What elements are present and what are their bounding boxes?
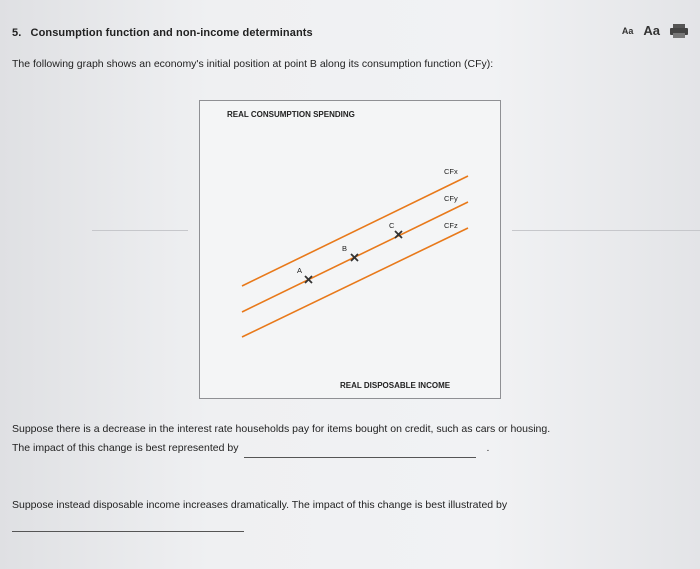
x-axis-label: REAL DISPOSABLE INCOME <box>340 381 451 390</box>
divider-right <box>512 230 700 231</box>
point-a-marker <box>305 276 312 283</box>
question-number: 5. <box>12 27 22 39</box>
line-cfx <box>242 176 468 286</box>
decrease-font-button[interactable]: Aa <box>621 25 634 36</box>
font-controls <box>622 23 688 38</box>
point-b-marker <box>351 254 358 261</box>
intro-text: The following graph shows an economy's initial position at point B along its consumption function (CFy): <box>12 58 494 70</box>
increase-font-button[interactable]: Aa <box>643 23 660 38</box>
question-title <box>12 27 313 39</box>
question-1-text-a: Suppose there is a decrease in the interest rate households pay for items bought on credit, such as cars or housing. <box>12 423 551 435</box>
consumption-graph[interactable] <box>199 100 501 399</box>
label-point-b: B <box>342 244 348 253</box>
divider-left <box>92 230 188 231</box>
label-cfy: CFy <box>444 194 458 203</box>
graph-plot <box>200 101 500 398</box>
label-point-a: A <box>297 266 303 275</box>
label-cfz: CFz <box>444 221 458 230</box>
question-2-text: Suppose instead disposable income increases dramatically. The impact of this change is best illustrated by <box>12 499 508 511</box>
label-cfx: CFx <box>444 167 458 176</box>
line-cfz <box>242 228 468 337</box>
question-1-line-b <box>12 439 692 458</box>
y-axis-label: REAL CONSUMPTION SPENDING <box>227 110 355 119</box>
answer-2-dropdown[interactable] <box>12 531 244 532</box>
question-1 <box>12 420 692 458</box>
question-1-end: . <box>486 442 490 454</box>
answer-1-dropdown[interactable] <box>244 447 476 458</box>
label-point-c: C <box>389 221 395 230</box>
question-1-text-b: The impact of this change is best represented by <box>12 442 239 454</box>
question-title-text: Consumption function and non-income determinants <box>30 27 313 39</box>
print-icon[interactable] <box>670 24 688 38</box>
